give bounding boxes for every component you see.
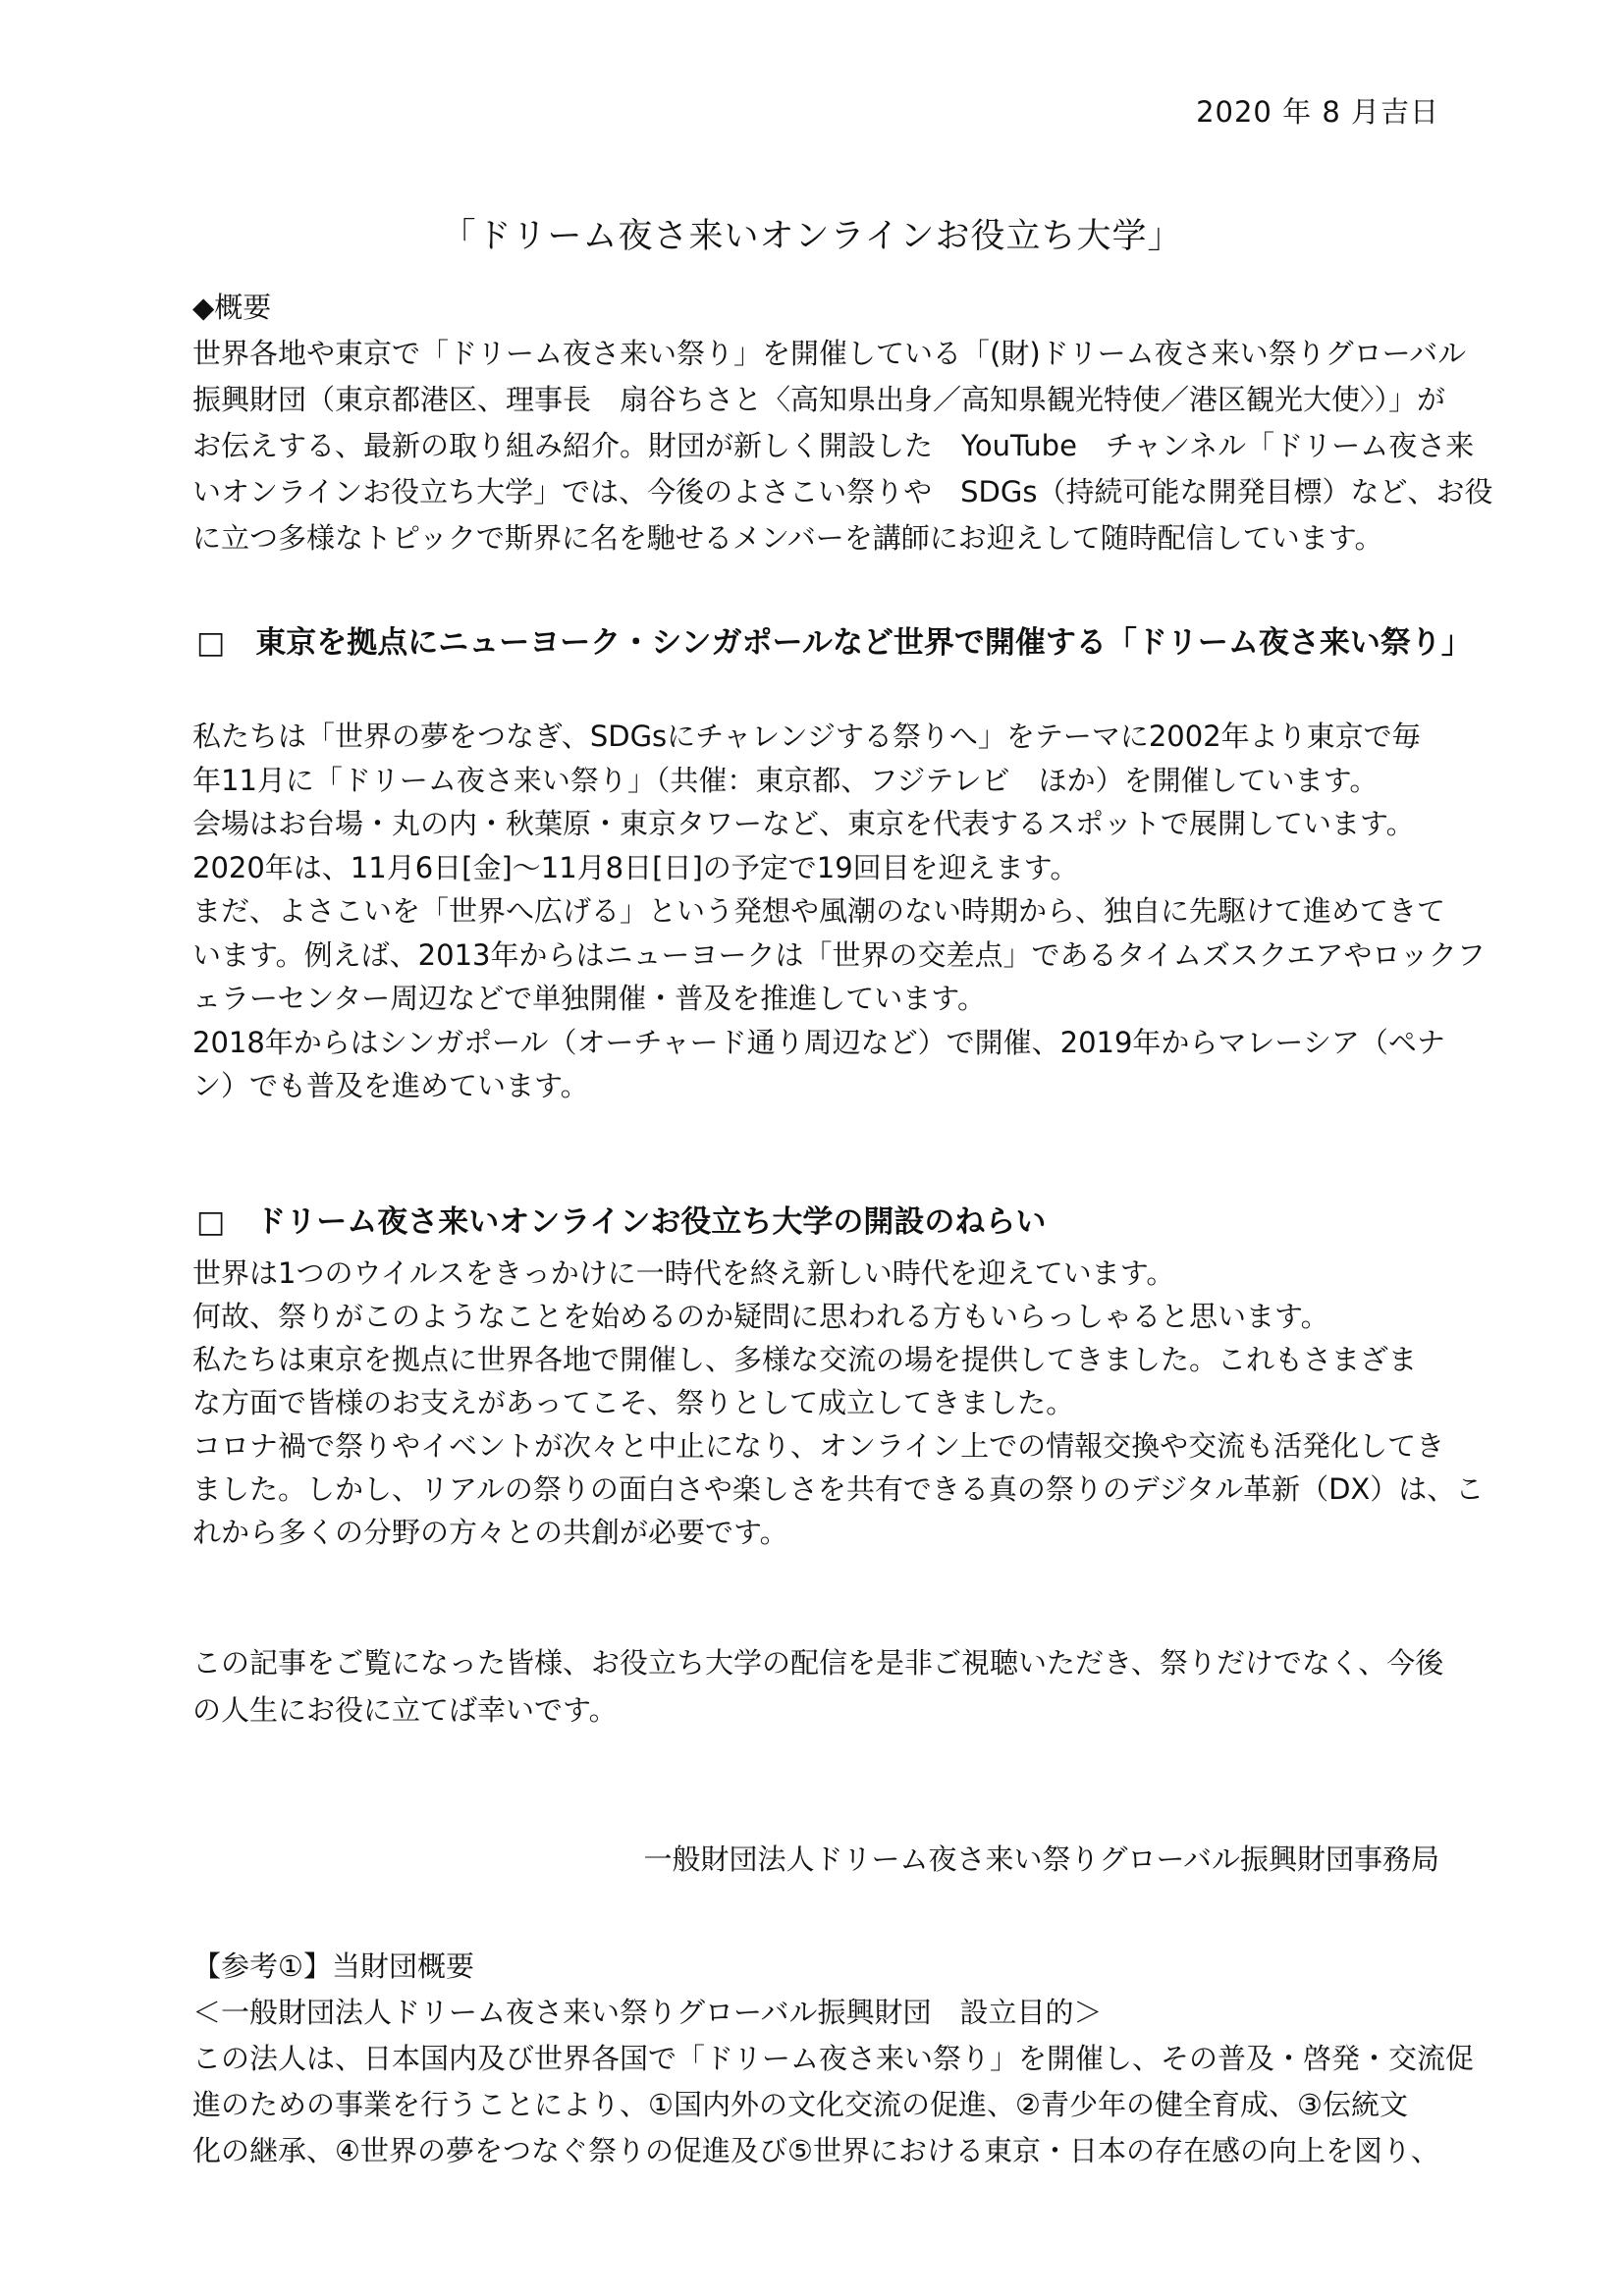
paragraph-line: ました。しかし、リアルの祭りの面白さや楽しさを共有できる真の祭りのデジタル革新（DX）は、こ: [192, 1472, 1485, 1506]
paragraph-line: コロナ禍で祭りやイベントが次々と中止になり、オンライン上での情報交換や交流も活発化してき: [192, 1429, 1445, 1463]
section2-heading: □ ドリーム夜さ来いオンラインお役立ち大学の開設のねらい: [196, 1204, 1047, 1240]
paragraph-line: 進のための事業を行うことにより、①国内外の文化交流の促進、②青少年の健全育成、③伝統文: [192, 2088, 1408, 2121]
section1-body: [192, 715, 1486, 1108]
paragraph-line: 年11月に「ドリーム夜さ来い祭り」（共催：東京都、フジテレビ ほか）を開催しています。: [192, 763, 1379, 797]
paragraph-line: 振興財団（東京都港区、理事長 扇谷ちさと〈高知県出身／高知県観光特使／港区観光大使〉）」が: [192, 383, 1446, 416]
closing-paragraph: [192, 1639, 1459, 1734]
paragraph-line: の人生にお役に立てば幸いです。: [192, 1693, 618, 1727]
paragraph-line: ェラーセンター周辺などで単独開催・普及を推進しています。: [192, 982, 986, 1015]
overview-section: [192, 285, 1493, 561]
paragraph-line: 2018年からはシンガポール（オーチャード通り周辺など）で開催、2019年からマレーシア（ペナ: [192, 1025, 1445, 1059]
paragraph-line: に立つ多様なトピックで斯界に名を馳せるメンバーを講師にお迎えして随時配信しています。: [192, 521, 1383, 555]
paragraph-line: 世界各地や東京で「ドリーム夜さ来い祭り」を開催している「(財)ドリーム夜さ来い祭りグローバル: [192, 337, 1467, 370]
paragraph-line: 私たちは「世界の夢をつなぎ、SDGsにチャレンジする祭りへ」をテーマに2002年より東京で毎: [192, 720, 1421, 753]
paragraph-line: 何故、祭りがこのようなことを始めるのか疑問に思われる方もいらっしゃると思います。: [192, 1300, 1329, 1333]
paragraph-line: 2020年は、11月6日[金]～11月8日[日]の予定で19回目を迎えます。: [192, 850, 1079, 884]
overview-heading: ◆概要: [192, 291, 272, 324]
paragraph-line: 私たちは東京を拠点に世界各地で開催し、多様な交流の場を提供してきました。これもさまざま: [192, 1343, 1418, 1376]
paragraph-line: な方面で皆様のお支えがあってこそ、祭りとして成立してきました。: [192, 1386, 1075, 1419]
paragraph-line: お伝えする、最新の取り組み紹介。財団が新しく開設した YouTube チャンネル「ドリーム夜さ来: [192, 429, 1475, 462]
paragraph-line: この法人は、日本国内及び世界各国で「ドリーム夜さ来い祭り」を開催し、その普及・啓発・交流促: [192, 2042, 1475, 2075]
document-date: 2020 年 8 月吉日: [1196, 95, 1439, 129]
paragraph-line: いオンラインお役立ち大学」では、今後のよさこい祭りや SDGs（持続可能な開発目標）など、お役: [192, 475, 1493, 508]
section2-body: [192, 1252, 1485, 1554]
document-title: 「ドリーム夜さ来いオンラインお役立ち大学」: [441, 217, 1183, 256]
paragraph-line: この記事をご覧になった皆様、お役立ち大学の配信を是非ご視聴いただき、祭りだけでなく、今後: [192, 1646, 1444, 1680]
reference-heading: 【参考①】当財団概要: [192, 1949, 474, 1983]
organization-signature: 一般財団法人ドリーム夜さ来い祭りグローバル振興財団事務局: [643, 1842, 1439, 1876]
paragraph-line: 化の継承、④世界の夢をつなぐ祭りの促進及び⑤世界における東京・日本の存在感の向上を図り、: [192, 2134, 1439, 2167]
reference-subheading: ＜一般財団法人ドリーム夜さ来い祭りグローバル振興財団 設立目的＞: [192, 1996, 1103, 2029]
paragraph-line: 会場はお台場・丸の内・秋葉原・東京タワーなど、東京を代表するスポットで展開しています。: [192, 807, 1415, 840]
paragraph-line: まだ、よさこいを「世界へ広げる」という発想や風潮のない時期から、独自に先駆けて進めてきて: [192, 894, 1446, 928]
paragraph-line: 世界は1つのウイルスをきっかけに一時代を終え新しい時代を迎えています。: [192, 1256, 1175, 1290]
section1-heading: □ 東京を拠点にニューヨーク・シンガポールなど世界で開催する「ドリーム夜さ来い祭り」: [196, 625, 1472, 661]
paragraph-line: れから多くの分野の方々との共創が必要です。: [192, 1516, 788, 1549]
paragraph-line: います。例えば、2013年からはニューヨークは「世界の交差点」であるタイムズスクエアやロックフ: [192, 937, 1486, 972]
paragraph-line: ン）でも普及を進めています。: [192, 1069, 589, 1102]
reference-section: [192, 1944, 1475, 2174]
